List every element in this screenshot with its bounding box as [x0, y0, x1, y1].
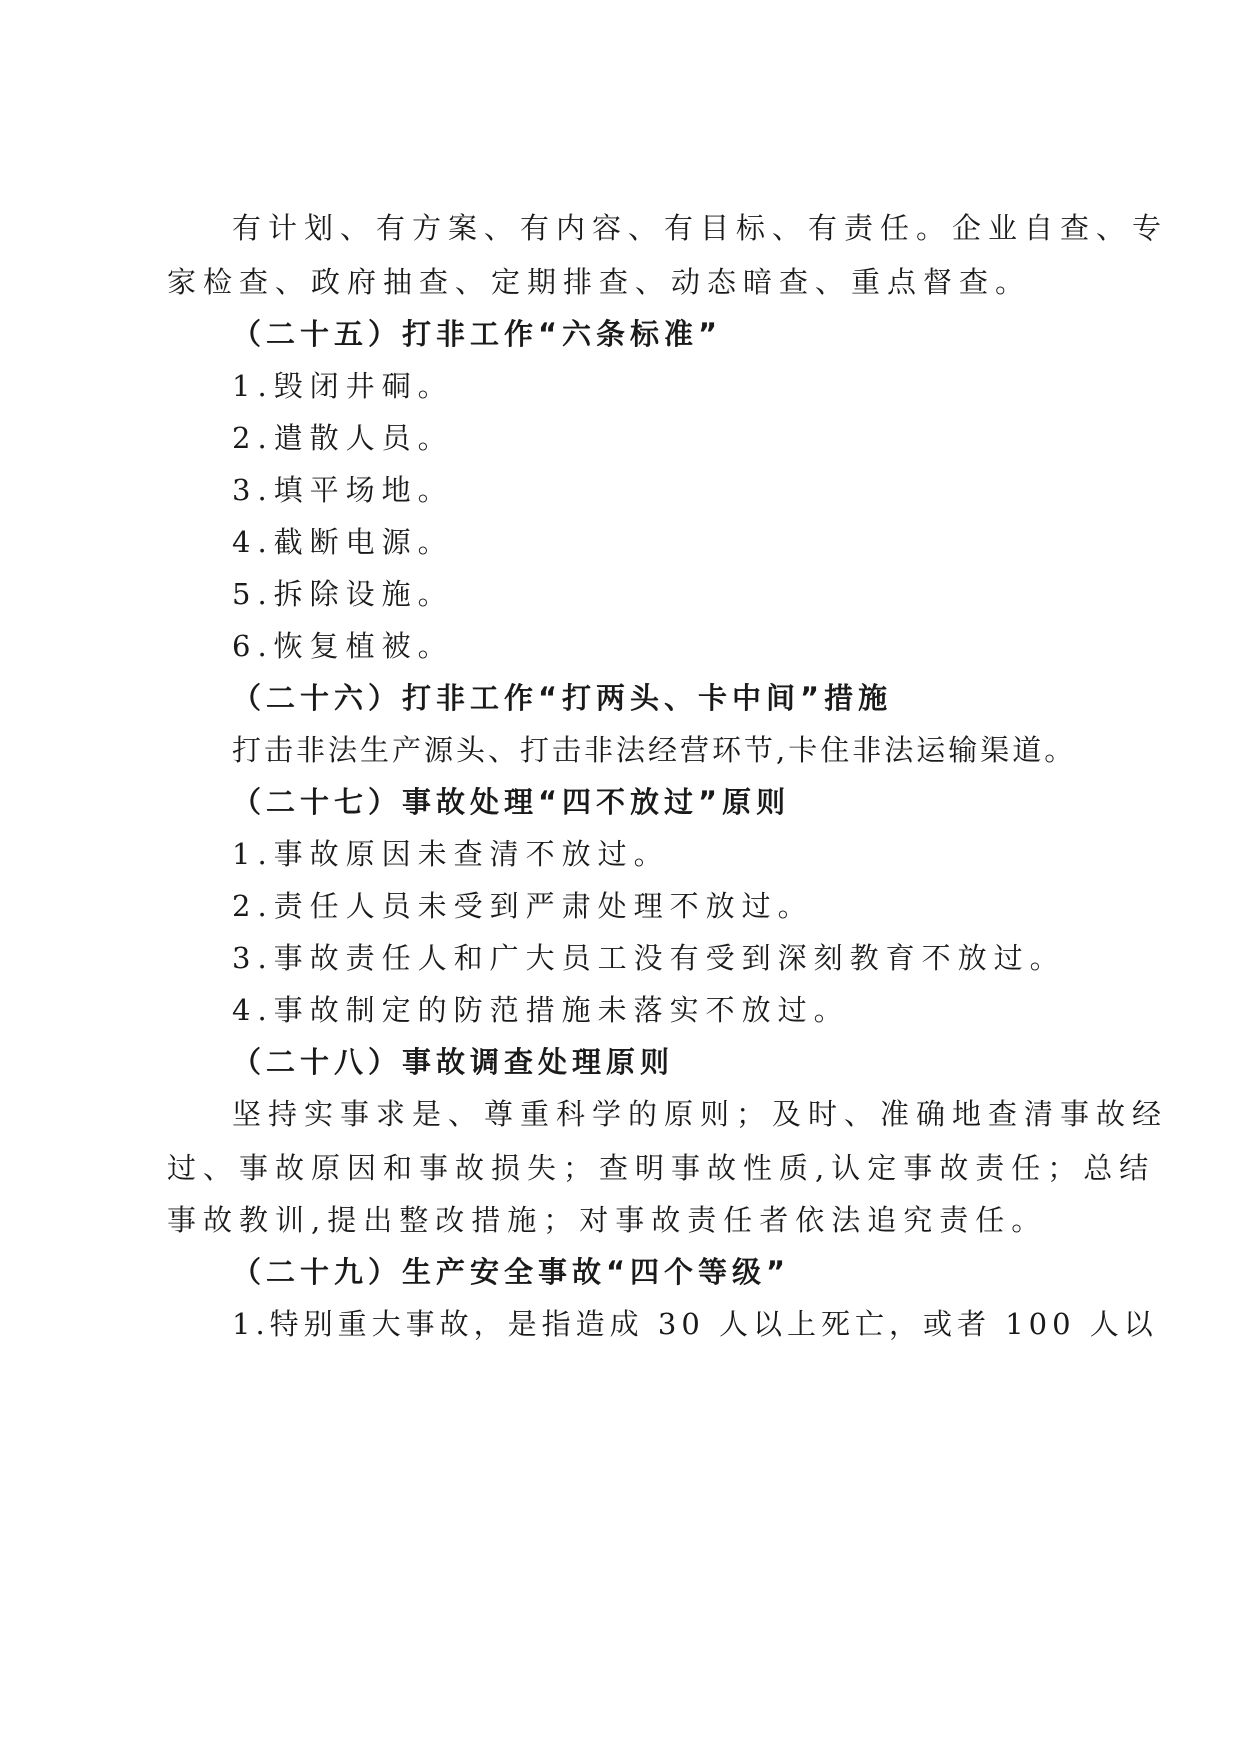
- paragraph-line: 打击非法生产源头、打击非法经营环节,卡住非法运输渠道。: [232, 733, 1077, 767]
- list-item: 4.事故制定的防范措施未落实不放过。: [232, 993, 850, 1027]
- list-item: 5.拆除设施。: [232, 577, 454, 611]
- list-item: 4.截断电源。: [232, 525, 454, 559]
- list-item: 6.恢复植被。: [232, 629, 454, 663]
- section-heading: （二十七）事故处理“四不放过”原则: [232, 785, 791, 819]
- paragraph-line: 坚持实事求是、尊重科学的原则；及时、准确地查清事故经: [232, 1097, 1169, 1131]
- list-item: 1.特别重大事故，是指造成 30 人以上死亡，或者 100 人以: [232, 1307, 1158, 1341]
- list-item: 1.毁闭井硐。: [232, 369, 454, 403]
- section-heading: （二十八）事故调查处理原则: [232, 1045, 675, 1079]
- list-item: 3.填平场地。: [232, 473, 454, 507]
- section-heading: （二十九）生产安全事故“四个等级”: [232, 1255, 791, 1289]
- list-item: 2.遣散人员。: [232, 421, 454, 455]
- list-item: 1.事故原因未查清不放过。: [232, 837, 670, 871]
- paragraph-line: 过、事故原因和事故损失；查明事故性质,认定事故责任；总结: [167, 1151, 1156, 1185]
- list-item: 2.责任人员未受到严肃处理不放过。: [232, 889, 814, 923]
- section-heading: （二十五）打非工作“六条标准”: [232, 317, 723, 351]
- list-item: 3.事故责任人和广大员工没有受到深刻教育不放过。: [232, 941, 1066, 975]
- paragraph-line: 家检查、政府抽查、定期排查、动态暗查、重点督查。: [167, 265, 1032, 299]
- paragraph-line: 事故教训,提出整改措施；对事故责任者依法追究责任。: [167, 1203, 1048, 1237]
- section-heading: （二十六）打非工作“打两头、卡中间”措施: [232, 681, 893, 715]
- paragraph-line: 有计划、有方案、有内容、有目标、有责任。企业自查、专: [232, 211, 1169, 245]
